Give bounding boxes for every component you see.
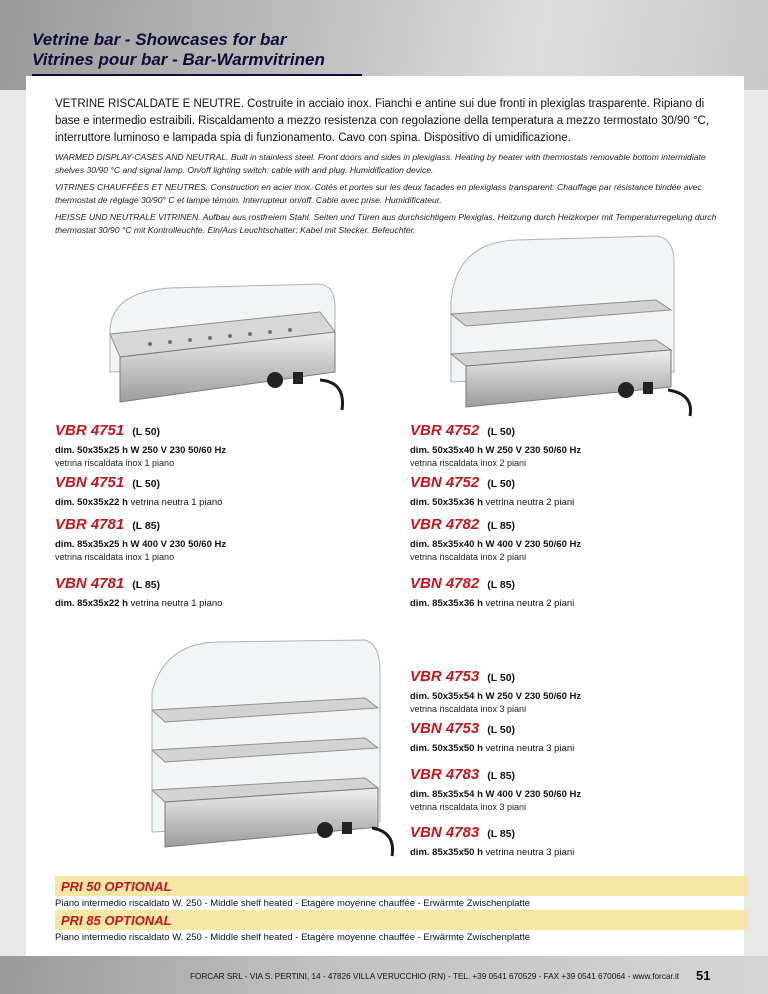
title-underline: [32, 74, 362, 76]
model-size: (L 50): [487, 724, 516, 736]
model-description: vetrina neutra 2 piani: [485, 598, 575, 609]
model-name: VBN 4783: [410, 824, 480, 841]
page-title: [32, 30, 325, 70]
model-size: (L 50): [132, 478, 161, 490]
model-name: VBR 4781: [55, 516, 125, 533]
model-description: vetrina neutra 3 piani: [485, 847, 575, 858]
model-vbr-4782: [410, 516, 710, 563]
model-dimensions: dim. 85x35x22 h: [55, 598, 128, 609]
photo-three-shelf-showcase: [140, 632, 400, 858]
model-size: (L 50): [487, 426, 516, 438]
model-vbn-4782: [410, 575, 710, 610]
model-description: vetrina neutra 2 piani: [485, 497, 575, 508]
model-name: VBR 4783: [410, 766, 480, 783]
title-line-1: Vetrine bar - Showcases for bar: [32, 30, 287, 49]
model-size: (L 85): [487, 770, 516, 782]
model-vbr-4752: [410, 422, 710, 469]
model-size: (L 85): [487, 520, 516, 532]
model-description: vetrina riscaldata inox 1 piano: [55, 458, 175, 468]
model-vbn-4753: [410, 720, 710, 755]
model-size: (L 50): [487, 478, 516, 490]
model-description: vetrina riscaldata inox 3 piani: [410, 704, 527, 714]
optional-name: PRI 50 OPTIONAL: [61, 878, 172, 894]
model-size: (L 50): [132, 426, 161, 438]
intro-italian: VETRINE RISCALDATE E NEUTRE. Costruite in acciaio inox. Fianchi e antine sui due fronti in plexiglas trasparente. Ripiano di base e intermedio estraibili. Riscaldamento a mezzo resistenza con regolazione della temperatura a mezzo termostato 30/90 °C, interruttore luminoso e lampada spia di funzionamento. Cavo con spina. Dispositivo di umidificazione.: [55, 98, 710, 144]
model-name: VBR 4753: [410, 668, 480, 685]
model-description: vetrina riscaldata inox 2 piani: [410, 458, 527, 468]
optional-name: PRI 85 OPTIONAL: [61, 912, 172, 928]
model-vbn-4751: [55, 474, 355, 509]
model-size: (L 85): [132, 579, 161, 591]
model-dimensions: dim. 50x35x54 h W 250 V 230 50/60 Hz: [410, 691, 582, 702]
model-name: VBN 4782: [410, 575, 480, 592]
model-vbr-4753: [410, 668, 710, 715]
model-vbr-4783: [410, 766, 710, 813]
model-name: VBR 4752: [410, 422, 480, 439]
intro-french: VITRINES CHAUFFÉES ET NEUTRES. Construction en acier inox. Cotés et portes sur les deux facades en plexiglass transparent. Chauffage par résistance bindée avec thermostat de réglage 30/90° C et lampe témoin. Interrupteur on/off. Cable avec prise. Humidificateur.: [55, 182, 702, 205]
model-description: vetrina neutra 1 piano: [130, 598, 223, 609]
intro-english: WARMED DISPLAY-CASES AND NEUTRAL. Built in stainless steel. Front doors and sides in plexiglass. Heating by heater with thermostats removable bottom intermidiate shelves 30/90 °C and signal lamp. On/off lighting switch: cable with and plug. Humidification device.: [55, 152, 706, 175]
model-vbn-4752: [410, 474, 710, 509]
model-name: VBR 4782: [410, 516, 480, 533]
model-name: VBN 4753: [410, 720, 480, 737]
model-vbr-4751: [55, 422, 355, 469]
model-dimensions: dim. 85x35x50 h: [410, 847, 483, 858]
model-dimensions: dim. 50x35x22 h: [55, 497, 128, 508]
model-name: VBR 4751: [55, 422, 125, 439]
model-dimensions: dim. 85x35x36 h: [410, 598, 483, 609]
model-size: (L 50): [487, 672, 516, 684]
model-description: vetrina riscaldata inox 1 piano: [55, 552, 175, 562]
model-dimensions: dim. 50x35x36 h: [410, 497, 483, 508]
optional-pri-85-band: [55, 910, 748, 930]
model-name: VBN 4781: [55, 575, 125, 592]
model-vbn-4781: [55, 575, 355, 610]
model-description: vetrina riscaldata inox 2 piani: [410, 552, 527, 562]
model-description: vetrina neutra 3 piani: [485, 743, 575, 754]
model-dimensions: dim. 85x35x54 h W 400 V 230 50/60 Hz: [410, 789, 582, 800]
model-dimensions: dim. 50x35x50 h: [410, 743, 483, 754]
model-size: (L 85): [487, 828, 516, 840]
model-dimensions: dim. 50x35x40 h W 250 V 230 50/60 Hz: [410, 445, 582, 456]
model-dimensions: dim. 85x35x40 h W 400 V 230 50/60 Hz: [410, 539, 582, 550]
model-size: (L 85): [487, 579, 516, 591]
title-line-2: Vitrines pour bar - Bar-Warmvitrinen: [32, 50, 325, 69]
model-description: vetrina riscaldata inox 3 piani: [410, 802, 527, 812]
optional-pri-50-description: Piano intermedio riscaldato W. 250 - Middle shelf heated - Etagère moyenne chauffée - Erwärmte Zwischenplatte: [55, 898, 531, 909]
footer-company-info: FORCAR SRL - VIA S. PERTINI, 14 - 47826 VILLA VERUCCHIO (RN) - TEL. +39 0541 670529 - FAX +39 0541 670064 - www.forcar.it: [190, 972, 680, 981]
page-number: 51: [696, 968, 711, 983]
model-name: VBN 4752: [410, 474, 480, 491]
intro-german: HEISSE UND NEUTRALE VITRINEN. Aufbau aus rostfreiem Stahl. Seiten und Türen aus durchsichtigem Plexiglas. Heitzung durch Heizkorper mit Temperaturregelung durch thermostat 30/90 °C mit Kontrolleuchte. Ein/Aus Leuchtschalter; Kabel mit Stecker. Befeuchter.: [55, 212, 717, 235]
model-vbr-4781: [55, 516, 355, 563]
optional-pri-50-band: [55, 876, 748, 896]
model-dimensions: dim. 50x35x25 h W 250 V 230 50/60 Hz: [55, 445, 227, 456]
model-vbn-4783: [410, 824, 710, 859]
model-name: VBN 4751: [55, 474, 125, 491]
optional-pri-85-description: Piano intermedio riscaldato W. 250 - Middle shelf heated - Etagère moyenne chauffée - Erwärmte Zwischenplatte: [55, 932, 531, 943]
model-description: vetrina neutra 1 piano: [130, 497, 223, 508]
photo-two-shelf-showcase: [436, 222, 696, 417]
model-size: (L 85): [132, 520, 161, 532]
intro-text: [55, 96, 727, 237]
model-dimensions: dim. 85x35x25 h W 400 V 230 50/60 Hz: [55, 539, 227, 550]
photo-one-shelf-showcase: [90, 262, 350, 412]
